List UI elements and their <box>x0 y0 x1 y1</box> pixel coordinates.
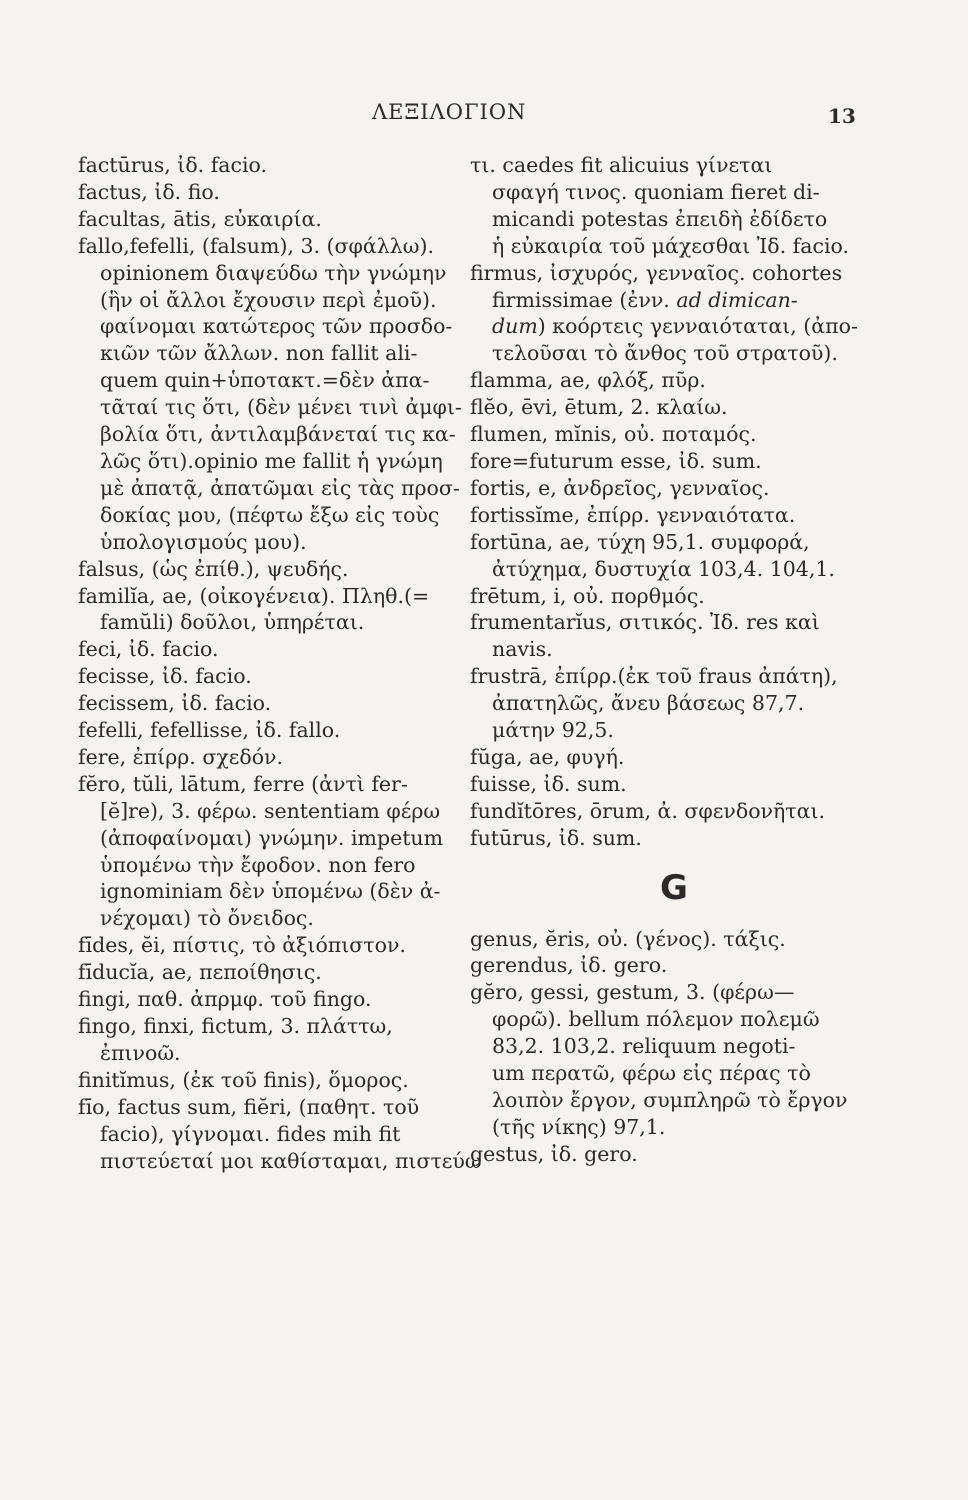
dictionary-entry <box>470 448 878 475</box>
dictionary-entry <box>78 636 488 663</box>
page-header <box>0 100 968 130</box>
entry-line: fundĭtōres, ōrum, ἀ. σφενδονῆται. <box>470 798 826 823</box>
dictionary-entry <box>470 152 878 260</box>
dictionary-entry <box>78 152 488 179</box>
dictionary-entry <box>78 717 488 744</box>
entry-line: fere, ἐπίρρ. σχεδόν. <box>78 744 284 769</box>
entry-line: fefelli, fefellisse, ἰδ. fallo. <box>78 718 341 743</box>
entry-line: firmissimae (ἐνν. ad dimican- <box>492 287 798 312</box>
dictionary-entry <box>78 179 488 206</box>
dictionary-entry <box>470 260 878 368</box>
page-number: 13 <box>828 104 856 128</box>
section-letter-g: G <box>660 867 688 908</box>
entry-line: futūrus, ἰδ. sum. <box>470 825 642 850</box>
dictionary-entry <box>470 926 878 953</box>
dictionary-entry <box>470 952 878 979</box>
entry-line: quem quin+ὑποτακτ.=δὲν ἀπα- <box>100 368 430 393</box>
dictionary-entry <box>470 475 878 502</box>
entry-line: falsus, (ὡς ἐπίθ.), ψευδής. <box>78 556 349 581</box>
entry-line: fortis, e, ἀνδρεῖος, γενναῖος. <box>470 475 770 500</box>
dictionary-entry <box>78 556 488 583</box>
entry-line: [ĕ]re), 3. φέρω. sententiam φέρω <box>100 798 441 823</box>
dictionary-entry <box>470 583 878 610</box>
entry-line: (τῆς νίκης) 97,1. <box>492 1114 666 1139</box>
entry-line: λοιπὸν ἔργον, συμπληρῶ τὸ ἔργον <box>492 1088 848 1112</box>
entry-line: factus, ἰδ. fio. <box>78 179 220 204</box>
entry-line: gerendus, ἰδ. gero. <box>470 953 668 978</box>
dictionary-entry <box>78 690 488 717</box>
entry-line: τι. caedes fit alicuius γίνεται <box>470 153 773 177</box>
entry-line: um περατῶ, φέρω εἰς πέρας τὸ <box>492 1061 811 1086</box>
right-column <box>470 152 878 1168</box>
dictionary-entry <box>470 771 878 798</box>
entry-line: ὑπομένω τὴν ἔφοδον. non fero <box>100 852 416 877</box>
entry-line: facultas, ātis, εὐκαιρία. <box>78 206 322 231</box>
dictionary-entry <box>470 825 878 852</box>
entry-line: ἐπινοῶ. <box>100 1040 181 1065</box>
entry-line: φορῶ). bellum πόλεμον πολεμῶ <box>492 1007 820 1032</box>
entry-line: fīo, factus sum, fiĕri, (παθητ. τοῦ <box>78 1094 420 1119</box>
dictionary-entry <box>470 1141 878 1168</box>
entry-line: gestus, ἰδ. gero. <box>470 1141 638 1166</box>
dictionary-entry <box>470 744 878 771</box>
dictionary-entry <box>470 421 878 448</box>
entry-line: πιστεύεταί μοι καθίσταμαι, πιστεύω <box>100 1148 482 1173</box>
entry-line: flumen, mĭnis, οὐ. ποταμός. <box>470 422 757 447</box>
dictionary-entry <box>78 959 488 986</box>
dictionary-entry <box>470 663 878 744</box>
entry-line: μὲ ἀπατᾷ, ἀπατῶμαι εἰς τὰς προσ- <box>100 475 460 500</box>
entry-line: fallo,fefelli, (falsum), 3. (σφάλλω). <box>78 233 434 258</box>
entry-line: fĕro, tŭli, lātum, ferre (ἀντὶ fer- <box>78 771 408 796</box>
entry-line: τᾶταί τις ὅτι, (δὲν μένει τινὶ ἀμφι- <box>100 395 462 420</box>
dictionary-entry <box>78 986 488 1013</box>
entry-line: (ἀποφαίνομαι) γνώμην. impetum <box>100 825 444 850</box>
entry-line: flĕo, ēvi, ētum, 2. κλαίω. <box>470 395 728 420</box>
dictionary-entry <box>470 609 878 663</box>
entry-line: frētum, i, οὐ. πορθμός. <box>470 583 705 608</box>
dictionary-entry <box>78 744 488 771</box>
entry-line: μάτην 92,5. <box>492 718 614 743</box>
entry-line: facio), γίγνομαι. fides mih fit <box>100 1121 401 1146</box>
entry-line: φαίνομαι κατώτερος τῶν προσδο- <box>100 314 453 339</box>
left-column <box>78 152 488 1174</box>
italic-text: dum <box>492 314 538 339</box>
entry-line: firmus, ἰσχυρός, γενναῖος. cohortes <box>470 260 843 285</box>
dictionary-entry <box>470 367 878 394</box>
page-title: ΛΕΞΙΛΟΓΙΟΝ <box>372 100 527 124</box>
dictionary-entry <box>78 206 488 233</box>
entry-line: navis. <box>492 637 553 662</box>
entry-line: ἀτύχημα, δυστυχία 103,4. 104,1. <box>492 556 835 581</box>
dictionary-entry <box>78 1067 488 1094</box>
entry-line: fuisse, ἰδ. sum. <box>470 771 627 796</box>
entry-line: τελοῦσαι τὸ ἄνθος τοῦ στρατοῦ). <box>492 341 838 366</box>
entry-line: κιῶν τῶν ἄλλων. non fallit ali- <box>100 341 418 366</box>
entry-line: fortūna, ae, τύχη 95,1. συμφορά, <box>470 529 810 554</box>
entry-line: fortissĭme, ἐπίρρ. γενναιότατα. <box>470 502 796 527</box>
dictionary-entry <box>78 233 488 556</box>
dictionary-entry <box>470 502 878 529</box>
dictionary-entry <box>78 771 488 932</box>
entry-line: fingo, finxi, fictum, 3. πλάττω, <box>78 1014 393 1038</box>
entry-line: famŭli) δοῦλοι, ὑπηρέται. <box>100 610 365 635</box>
entry-line: flamma, ae, φλόξ, πῦρ. <box>470 368 706 393</box>
entry-line: frumentarĭus, σιτικός. Ἰδ. res καὶ <box>470 610 820 635</box>
italic-text: ad dimican- <box>676 287 798 312</box>
dictionary-entry <box>470 979 878 1140</box>
dictionary-entry <box>470 529 878 583</box>
entry-line: fīducĭa, ae, πεποίθησις. <box>78 960 322 985</box>
entry-line: fecisse, ἰδ. facio. <box>78 664 252 689</box>
entry-line: νέχομαι) τὸ ὄνειδος. <box>100 906 314 931</box>
entry-line: ἡ εὐκαιρία τοῦ μάχεσθαι Ἰδ. facio. <box>492 233 850 258</box>
entry-line: fŭga, ae, φυγή. <box>470 744 625 769</box>
dictionary-entry <box>470 394 878 421</box>
entry-line: ignominiam δὲν ὑπομένω (δὲν ἀ- <box>100 879 441 904</box>
dictionary-entry <box>78 663 488 690</box>
entry-line: ὑπολογισμούς μου). <box>100 529 307 554</box>
dictionary-entry <box>470 798 878 825</box>
entry-line: genus, ĕris, οὐ. (γένος). τάξις. <box>470 926 786 951</box>
dictionary-entry <box>78 1013 488 1067</box>
entry-line: λῶς ὅτι).opinio me fallit ἡ γνώμη <box>100 448 443 473</box>
entry-line: factūrus, ἰδ. facio. <box>78 153 268 177</box>
entry-line: σφαγή τινος. quoniam fieret di- <box>492 179 820 204</box>
entry-line: micandi potestas ἐπειδὴ ἐδίδετο <box>492 206 828 231</box>
entry-line: 83,2. 103,2. reliquum negoti- <box>492 1034 796 1059</box>
entry-line: fingi, παθ. ἀπρμφ. τοῦ fingo. <box>78 987 372 1012</box>
right-column-entries-g <box>470 926 878 1168</box>
entry-line: feci, ἰδ. facio. <box>78 637 219 662</box>
dictionary-entry <box>78 1094 488 1175</box>
entry-line: dum) κοόρτεις γενναιόταται, (ἀπο- <box>492 314 858 339</box>
entry-line: gĕro, gessi, gestum, 3. (φέρω— <box>470 980 795 1005</box>
entry-line: (ἣν οἱ ἄλλοι ἔχουσιν περὶ ἐμοῦ). <box>100 287 437 312</box>
entry-line: frustrā, ἐπίρρ.(ἐκ τοῦ fraus ἀπάτη), <box>470 664 838 689</box>
entry-line: δοκίας μου, (πέφτω ἔξω εἰς τοὺς <box>100 502 440 527</box>
entry-line: fore=futurum esse, ἰδ. sum. <box>470 448 762 473</box>
entry-line: βολία ὅτι, ἀντιλαμβάνεταί τις κα- <box>100 422 456 447</box>
entry-line: fecissem, ἰδ. facio. <box>78 691 272 716</box>
entry-line: familĭa, ae, (οἰκογένεια). Πληθ.(= <box>78 583 430 608</box>
dictionary-entry <box>78 932 488 959</box>
entry-line: opinionem διαψεύδω τὴν γνώμην <box>100 260 447 285</box>
entry-line: finitĭmus, (ἐκ τοῦ finis), ὅμορος. <box>78 1067 409 1092</box>
entry-line: fīdes, ĕi, πίστις, τὸ ἀξιόπιστον. <box>78 933 406 958</box>
entry-line: ἀπατηλῶς, ἄνευ βάσεως 87,7. <box>492 691 805 716</box>
right-column-entries-f <box>470 152 878 852</box>
dictionary-entry <box>78 583 488 637</box>
